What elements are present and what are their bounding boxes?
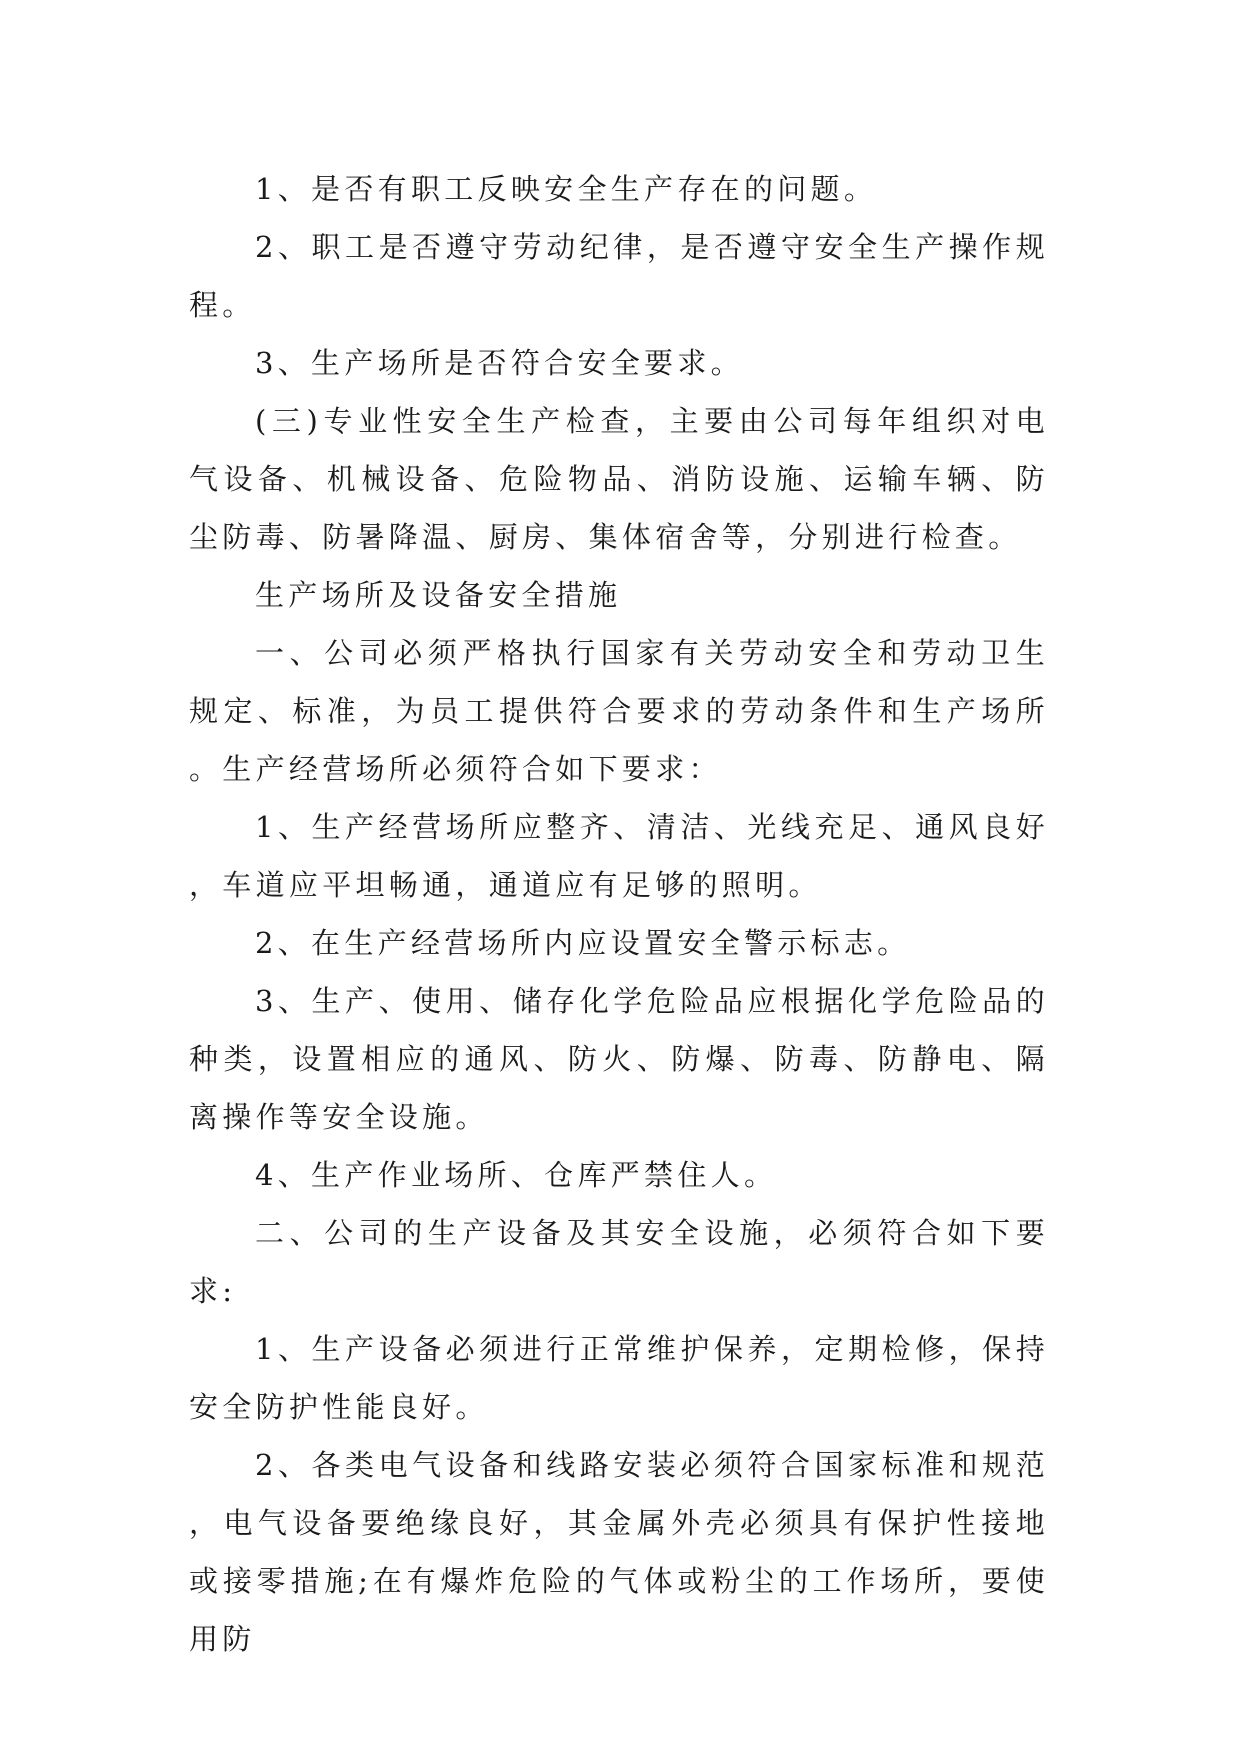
paragraph-section-one: 一、公司必须严格执行国家有关劳动安全和劳动卫生规定、标准，为员工提供符合要求的劳动条件和生产场所。生产经营场所必须符合如下要求： [189, 636, 1049, 786]
paragraph-requirement-3: 3、生产、使用、储存化学危险品应根据化学危险品的种类，设置相应的通风、防火、防爆、防毒、防静电、隔离操作等安全设施。 [189, 984, 1049, 1134]
paragraph-equipment-2: 2、各类电气设备和线路安装必须符合国家标准和规范，电气设备要绝缘良好，其金属外壳必须具有保护性接地或接零措施;在有爆炸危险的气体或粉尘的工作场所，要使用防 [189, 1448, 1049, 1656]
paragraph-requirement-4: 4、生产作业场所、仓库严禁住人。 [255, 1158, 778, 1192]
section-heading: 生产场所及设备安全措施 [255, 578, 622, 612]
paragraph-section-two: 二、公司的生产设备及其安全设施，必须符合如下要求: [189, 1216, 1049, 1308]
paragraph-item-1: 1、是否有职工反映安全生产存在的问题。 [255, 172, 878, 206]
document-body [189, 160, 1049, 1668]
paragraph-requirement-1: 1、生产经营场所应整齐、清洁、光线充足、通风良好，车道应平坦畅通，通道应有足够的照明。 [189, 810, 1049, 902]
paragraph-item-2: 2、职工是否遵守劳动纪律，是否遵守安全生产操作规程。 [189, 230, 1049, 322]
paragraph-equipment-1: 1、生产设备必须进行正常维护保养，定期检修，保持安全防护性能良好。 [189, 1332, 1049, 1424]
paragraph-special-inspection: (三)专业性安全生产检查，主要由公司每年组织对电气设备、机械设备、危险物品、消防设施、运输车辆、防尘防毒、防暑降温、厨房、集体宿舍等，分别进行检查。 [189, 404, 1049, 554]
paragraph-requirement-2: 2、在生产经营场所内应设置安全警示标志。 [255, 926, 911, 960]
paragraph-item-3: 3、生产场所是否符合安全要求。 [255, 346, 744, 380]
